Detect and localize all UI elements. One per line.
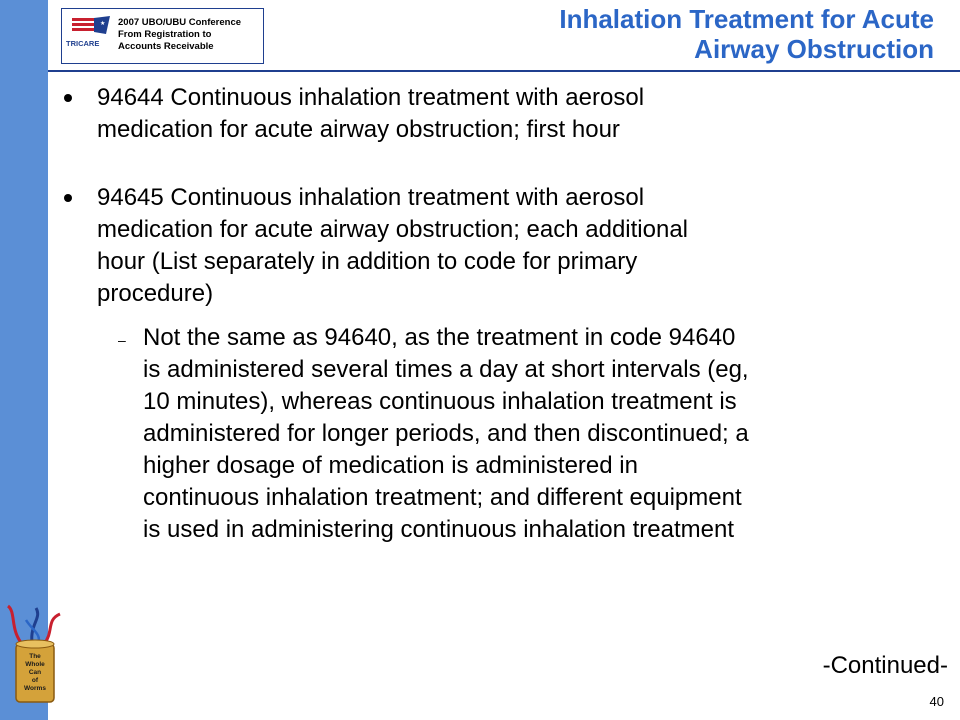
sub-bullet-line: 10 minutes), whereas continuous inhalation treatment is <box>143 388 737 415</box>
svg-text:★: ★ <box>100 20 106 27</box>
bullet-item <box>60 82 950 146</box>
slide-title-line: Airway Obstruction <box>694 34 934 64</box>
conference-line: 2007 UBO/UBU Conference <box>118 17 242 28</box>
can-of-worms-mascot-icon <box>2 604 72 714</box>
bullet-line: 94645 Continuous inhalation treatment with aerosol <box>97 184 645 211</box>
bullet-line: hour (List separately in addition to code for primary <box>97 248 638 275</box>
sub-bullet-line: continuous inhalation treatment; and different equipment <box>143 484 742 511</box>
mascot-label: Can <box>28 669 42 676</box>
tricare-logo-word: TRICARE <box>66 39 100 48</box>
bullet-line: procedure) <box>97 280 214 307</box>
sub-bullet-line: administered for longer periods, and then discontinued; a <box>143 420 749 447</box>
bullet-line: medication for acute airway obstruction; each additional <box>97 216 688 243</box>
bullet-line: medication for acute airway obstruction; first hour <box>97 116 620 143</box>
mascot-label: of <box>31 677 39 684</box>
bullet-line: 94644 Continuous inhalation treatment with aerosol <box>97 84 645 111</box>
bullet-item <box>60 182 950 310</box>
sub-bullet-item <box>118 310 943 546</box>
conference-text <box>118 17 262 53</box>
conference-line: Accounts Receivable <box>118 41 214 52</box>
tricare-logo-icon <box>66 12 114 60</box>
mascot-label: The <box>29 653 41 660</box>
sub-bullet-line: higher dosage of medication is administered in <box>143 452 638 479</box>
slide-title-line: Inhalation Treatment for Acute <box>559 4 934 34</box>
slide-title <box>559 4 934 64</box>
sub-bullet-line: is used in administering continuous inhalation treatment <box>143 516 735 543</box>
bullet-dot-icon <box>64 194 72 202</box>
sub-bullet-line: Not the same as 94640, as the treatment in code 94640 <box>143 324 736 351</box>
slide-body <box>60 82 950 546</box>
slide-number: 40 <box>929 694 944 709</box>
mascot-label: Whole <box>25 661 45 668</box>
continued-label: -Continued- <box>822 652 948 679</box>
bullet-dot-icon <box>64 94 72 102</box>
header-divider <box>48 70 960 72</box>
sub-bullet-marker: – <box>118 332 126 348</box>
conference-logo-box <box>61 8 264 64</box>
mascot-label: Worms <box>24 685 46 692</box>
conference-line: From Registration to <box>118 29 212 40</box>
sub-bullet-line: is administered several times a day at short intervals (eg, <box>143 356 749 383</box>
